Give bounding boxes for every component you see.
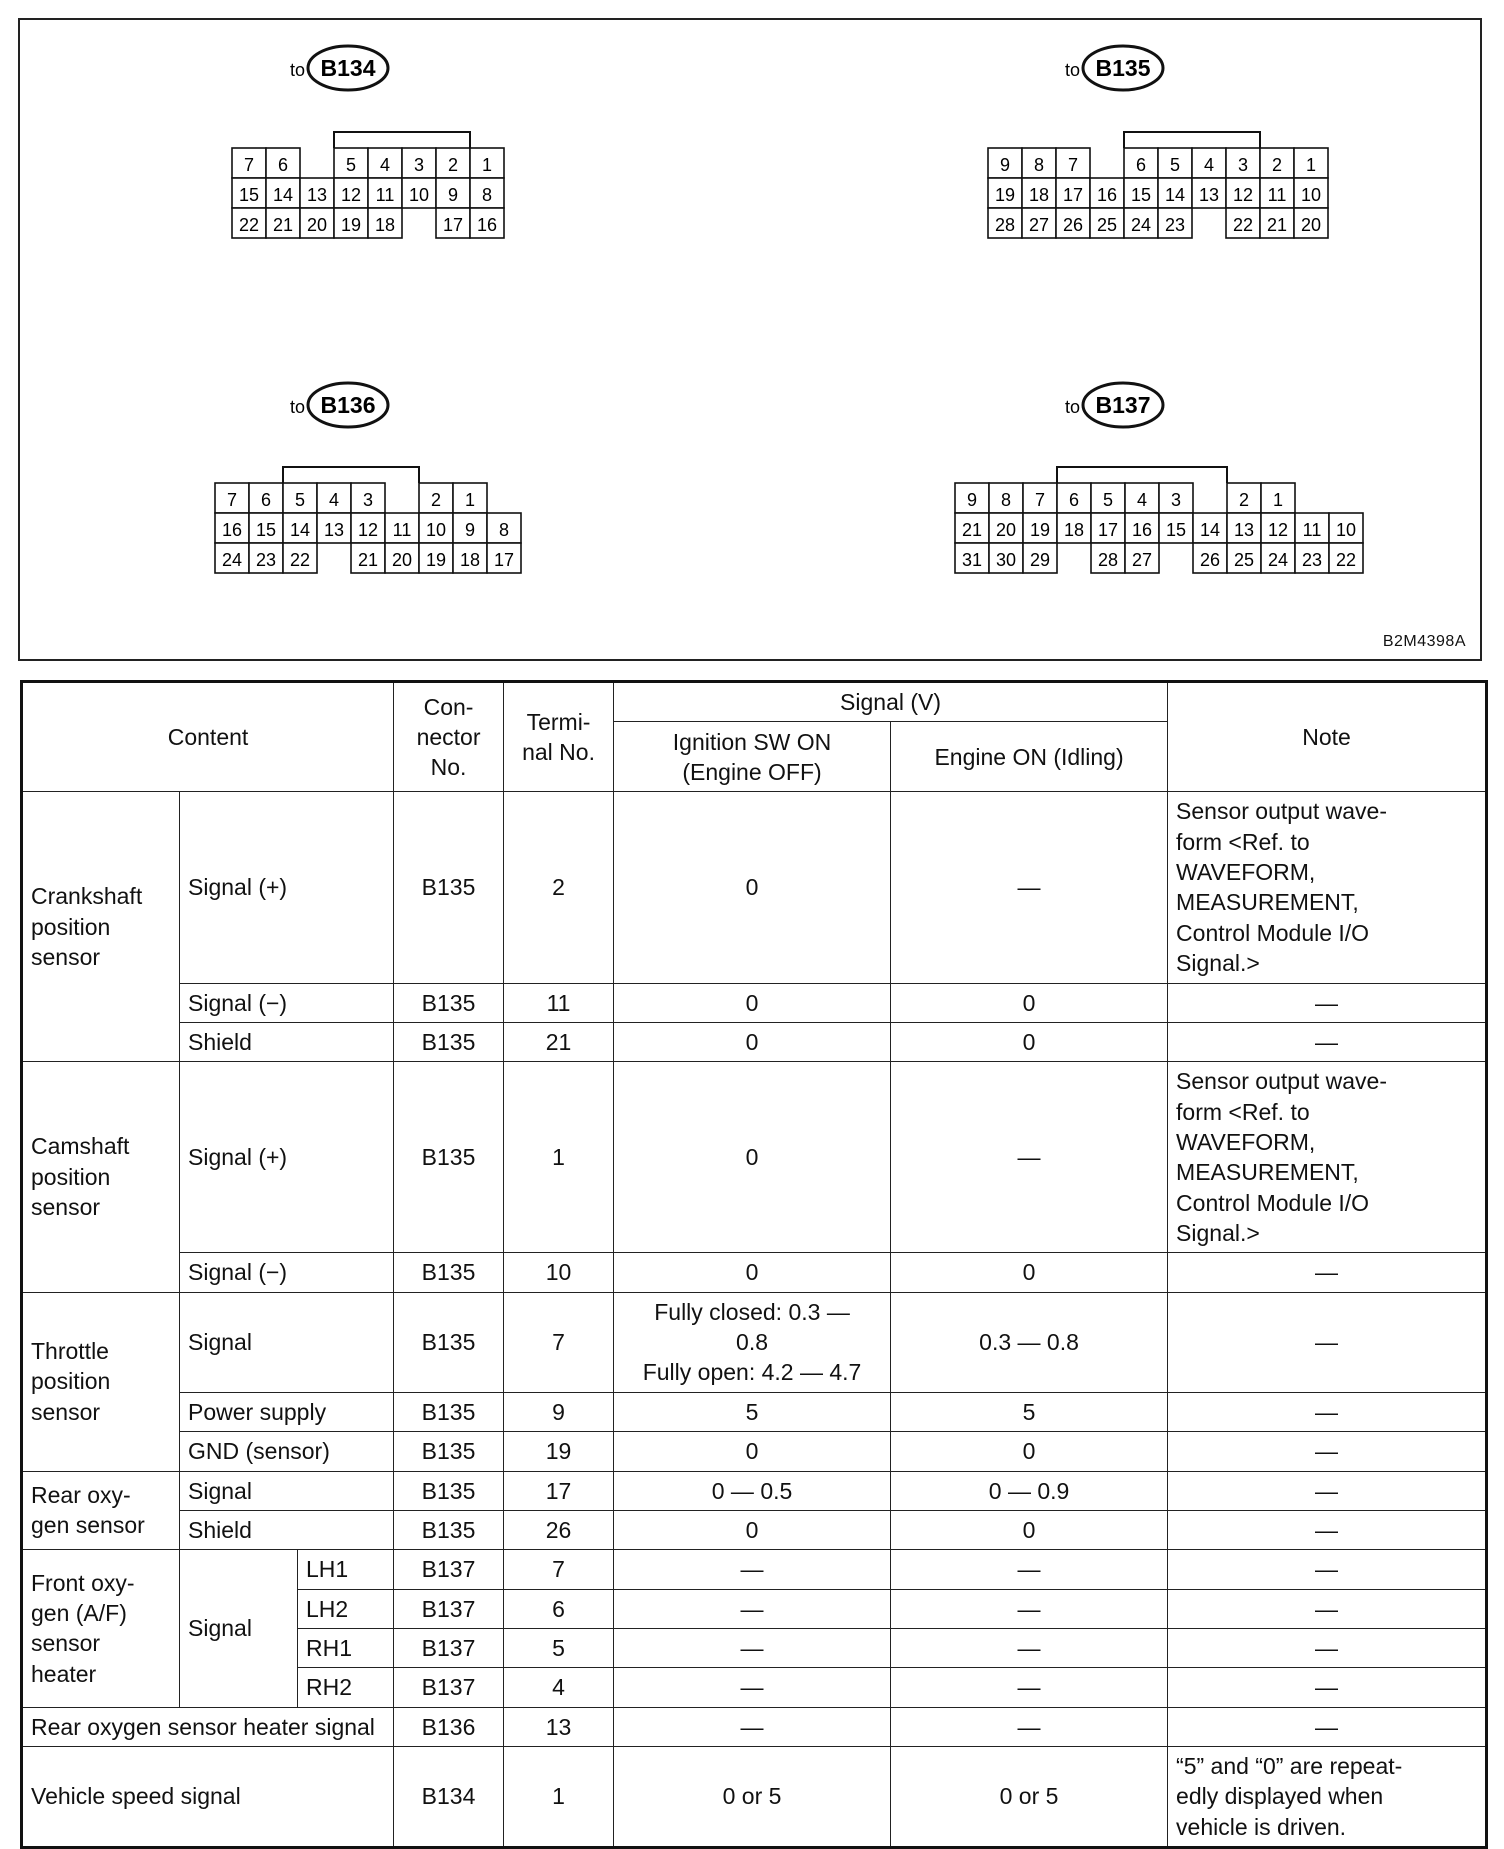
eng-value: — [891,792,1168,983]
terminal-number: 6 [277,155,289,175]
terminal-no: 10 [504,1253,614,1292]
terminal-no: 7 [504,1550,614,1589]
terminal-number: 21 [961,520,983,540]
connector-svg [20,20,1484,663]
note-value: — [1168,1471,1487,1510]
item: Vehicle speed signal [22,1747,394,1848]
item: Signal [180,1471,394,1510]
terminal-number: 7 [226,490,238,510]
terminal-number: 5 [1169,155,1181,175]
terminal-number: 5 [294,490,306,510]
terminal-number: 1 [1305,155,1317,175]
ign-value: — [614,1668,891,1707]
ign-value: 0 [614,1510,891,1549]
item: Signal (+) [180,792,394,983]
terminal-number: 18 [1028,185,1050,205]
terminal-no: 4 [504,1668,614,1707]
note-value: — [1168,1253,1487,1292]
terminal-number: 18 [374,215,396,235]
connector-b137 [955,383,1363,573]
terminal-no: 11 [504,983,614,1022]
header-engine: Engine ON (Idling) [891,722,1168,792]
terminal-number: 3 [413,155,425,175]
terminal-number: 9 [447,185,459,205]
table-row [22,1432,1487,1471]
ign-value: — [614,1550,891,1589]
group-front-oxygen: Front oxy- gen (A/F) sensor heater [22,1550,180,1707]
terminal-number: 11 [1267,185,1287,205]
ign-value: 0 [614,1022,891,1061]
terminal-number: 19 [425,550,447,570]
connector-no: B135 [394,1022,504,1061]
note-value: — [1168,1668,1487,1707]
terminal-number: 4 [328,490,340,510]
ign-value: 0 — 0.5 [614,1471,891,1510]
header-content: Content [22,682,394,792]
group-camshaft: Camshaft position sensor [22,1062,180,1293]
terminal-number: 24 [1267,550,1289,570]
terminal-number: 3 [362,490,374,510]
eng-value: 0.3 — 0.8 [891,1292,1168,1392]
terminal-number: 30 [995,550,1017,570]
terminal-number: 15 [1130,185,1152,205]
terminal-no: 6 [504,1589,614,1628]
connector-no: B137 [394,1628,504,1667]
terminal-number: 2 [430,490,442,510]
header-terminal: Termi- nal No. [504,682,614,792]
note-value: — [1168,1589,1487,1628]
ign-value: — [614,1628,891,1667]
eng-value: — [891,1707,1168,1746]
terminal-number: 27 [1028,215,1050,235]
sub-item: RH2 [298,1668,394,1707]
terminal-number: 22 [1335,550,1357,570]
waveform-note: Sensor output wave- form <Ref. to WAVEFORM, MEASUREMENT, Control Module I/O Signal.> [1168,792,1487,983]
connector-no: B134 [394,1747,504,1848]
terminal-number: 11 [1302,520,1322,540]
terminal-number: 25 [1096,215,1118,235]
table-row [22,1747,1487,1848]
table-row [22,1392,1487,1431]
terminal-number: 19 [340,215,362,235]
note-value: — [1168,1292,1487,1392]
ign-value: 0 [614,1062,891,1253]
ign-value: 0 [614,792,891,983]
eng-value: — [891,1550,1168,1589]
terminal-no: 26 [504,1510,614,1549]
terminal-number: 6 [260,490,272,510]
waveform-note: Sensor output wave- form <Ref. to WAVEFORM, MEASUREMENT, Control Module I/O Signal.> [1168,1062,1487,1253]
connector-no: B137 [394,1668,504,1707]
terminal-number: 27 [1131,550,1153,570]
terminal-number: 4 [1203,155,1215,175]
terminal-number: 15 [255,520,277,540]
ign-value: — [614,1707,891,1746]
eng-value: — [891,1062,1168,1253]
note-value: — [1168,1628,1487,1667]
item: GND (sensor) [180,1432,394,1471]
group-crankshaft: Crankshaft position sensor [22,792,180,1062]
eng-value: 0 [891,1022,1168,1061]
item: Shield [180,1510,394,1549]
terminal-number: 1 [464,490,476,510]
terminal-number: 19 [1029,520,1051,540]
ign-value: 0 [614,983,891,1022]
terminal-number: 16 [476,215,498,235]
note-value: — [1168,1550,1487,1589]
item: Rear oxygen sensor heater signal [22,1707,394,1746]
terminal-number: 20 [391,550,413,570]
eng-value: 0 [891,1510,1168,1549]
terminal-number: 16 [1096,185,1118,205]
terminal-number: 2 [1271,155,1283,175]
ign-value: 5 [614,1392,891,1431]
connector-b135 [988,46,1328,238]
item: Power supply [180,1392,394,1431]
terminal-number: 31 [961,550,983,570]
terminal-number: 3 [1170,490,1182,510]
connector-prefix: to [290,60,306,80]
terminal-number: 8 [1000,490,1012,510]
ign-value: Fully closed: 0.3 — 0.8 Fully open: 4.2 — 4.7 [614,1292,891,1392]
terminal-no: 1 [504,1062,614,1253]
eng-value: 0 [891,983,1168,1022]
terminal-number: 20 [1300,215,1322,235]
connector-no: B137 [394,1589,504,1628]
table-row [22,1510,1487,1549]
terminal-number: 7 [1067,155,1079,175]
terminal-number: 6 [1068,490,1080,510]
terminal-number: 11 [392,520,412,540]
terminal-number: 22 [238,215,260,235]
terminal-number: 13 [1233,520,1255,540]
terminal-number: 10 [408,185,430,205]
signal-table [20,680,1488,1849]
terminal-number: 9 [966,490,978,510]
item: Signal [180,1292,394,1392]
terminal-no: 5 [504,1628,614,1667]
sub-item: RH1 [298,1628,394,1667]
terminal-no: 17 [504,1471,614,1510]
terminal-number: 12 [340,185,362,205]
connector-b136 [215,383,521,573]
header-note: Note [1168,682,1487,792]
terminal-number: 22 [289,550,311,570]
terminal-number: 20 [306,215,328,235]
eng-value: 0 [891,1253,1168,1292]
table-row [22,1022,1487,1061]
terminal-number: 3 [1237,155,1249,175]
terminal-number: 12 [357,520,379,540]
terminal-number: 4 [379,155,391,175]
terminal-number: 2 [1238,490,1250,510]
terminal-number: 15 [238,185,260,205]
eng-value: 0 or 5 [891,1747,1168,1848]
item: Signal (−) [180,1253,394,1292]
terminal-number: 13 [306,185,328,205]
terminal-number: 1 [481,155,493,175]
note-value: — [1168,1510,1487,1549]
connector-b134 [232,46,504,238]
terminal-number: 6 [1135,155,1147,175]
connector-latch [1057,467,1227,483]
terminal-number: 17 [1062,185,1084,205]
terminal-number: 7 [1034,490,1046,510]
eng-value: — [891,1628,1168,1667]
connector-no: B137 [394,1550,504,1589]
eng-value: — [891,1589,1168,1628]
item: Signal (−) [180,983,394,1022]
figure-id: B2M4398A [1382,633,1466,650]
terminal-number: 16 [221,520,243,540]
terminal-no: 21 [504,1022,614,1061]
terminal-number: 4 [1136,490,1148,510]
table-row [22,1550,1487,1589]
connector-no: B135 [394,1253,504,1292]
item: Signal (+) [180,1062,394,1253]
table-row [22,983,1487,1022]
terminal-no: 19 [504,1432,614,1471]
connector-diagram [18,18,1482,661]
terminal-number: 23 [1164,215,1186,235]
terminal-number: 1 [1272,490,1284,510]
ign-value: — [614,1589,891,1628]
table-row [22,1292,1487,1392]
ign-value: 0 [614,1432,891,1471]
terminal-number: 2 [447,155,459,175]
terminal-number: 5 [345,155,357,175]
terminal-number: 8 [481,185,493,205]
terminal-number: 28 [994,215,1016,235]
note-value: — [1168,983,1487,1022]
group-throttle: Throttle position sensor [22,1292,180,1471]
terminal-no: 9 [504,1392,614,1431]
connector-no: B135 [394,1510,504,1549]
table-row [22,1707,1487,1746]
table-row [22,1471,1487,1510]
terminal-number: 29 [1029,550,1051,570]
vss-note: “5” and “0” are repeat- edly displayed when vehicle is driven. [1168,1747,1487,1848]
note-value: — [1168,1022,1487,1061]
terminal-number: 14 [1164,185,1186,205]
table-row [22,792,1487,983]
connector-prefix: to [290,397,306,417]
terminal-number: 24 [1130,215,1152,235]
terminal-number: 5 [1102,490,1114,510]
sub-item: LH2 [298,1589,394,1628]
terminal-number: 8 [1033,155,1045,175]
terminal-number: 22 [1232,215,1254,235]
terminal-number: 13 [323,520,345,540]
terminal-number: 10 [1335,520,1357,540]
sub-item: LH1 [298,1550,394,1589]
ign-value: 0 [614,1253,891,1292]
connector-prefix: to [1065,60,1081,80]
item: Shield [180,1022,394,1061]
connector-label: B136 [320,392,376,418]
connector-latch [1124,132,1260,148]
terminal-number: 18 [1063,520,1085,540]
terminal-number: 7 [243,155,255,175]
connector-latch [334,132,470,148]
terminal-number: 9 [999,155,1011,175]
terminal-number: 14 [1199,520,1221,540]
eng-value: 5 [891,1392,1168,1431]
terminal-number: 21 [272,215,294,235]
connector-no: B135 [394,1392,504,1431]
terminal-number: 26 [1199,550,1221,570]
connector-no: B135 [394,1292,504,1392]
connector-no: B135 [394,1062,504,1253]
note-value: — [1168,1432,1487,1471]
terminal-number: 25 [1233,550,1255,570]
terminal-number: 18 [459,550,481,570]
eng-value: 0 [891,1432,1168,1471]
terminal-number: 23 [255,550,277,570]
terminal-number: 12 [1232,185,1254,205]
connector-label: B135 [1095,55,1151,81]
terminal-number: 14 [289,520,311,540]
terminal-number: 23 [1301,550,1323,570]
terminal-number: 11 [375,185,395,205]
terminal-number: 17 [1097,520,1119,540]
terminal-number: 24 [221,550,243,570]
terminal-number: 12 [1267,520,1289,540]
terminal-number: 26 [1062,215,1084,235]
connector-label: B137 [1095,392,1151,418]
terminal-number: 10 [1300,185,1322,205]
eng-value: 0 — 0.9 [891,1471,1168,1510]
terminal-number: 15 [1165,520,1187,540]
terminal-number: 16 [1131,520,1153,540]
header-signal: Signal (V) [614,682,1168,722]
terminal-number: 10 [425,520,447,540]
terminal-number: 13 [1198,185,1220,205]
group-rear-oxygen: Rear oxy- gen sensor [22,1471,180,1550]
terminal-number: 20 [995,520,1017,540]
terminal-number: 17 [493,550,515,570]
item: Signal [180,1550,298,1707]
connector-no: B135 [394,1471,504,1510]
terminal-number: 17 [442,215,464,235]
terminal-no: 1 [504,1747,614,1848]
terminal-no: 7 [504,1292,614,1392]
terminal-number: 21 [1266,215,1288,235]
eng-value: — [891,1668,1168,1707]
header-ignition: Ignition SW ON (Engine OFF) [614,722,891,792]
terminal-no: 2 [504,792,614,983]
table-row [22,1253,1487,1292]
terminal-number: 28 [1097,550,1119,570]
terminal-number: 14 [272,185,294,205]
terminal-number: 8 [498,520,510,540]
connector-prefix: to [1065,397,1081,417]
table-row [22,1062,1487,1253]
connector-no: B135 [394,792,504,983]
connector-latch [283,467,419,483]
terminal-number: 21 [357,550,379,570]
connector-no: B136 [394,1707,504,1746]
ign-value: 0 or 5 [614,1747,891,1848]
terminal-number: 19 [994,185,1016,205]
note-value: — [1168,1392,1487,1431]
connector-no: B135 [394,983,504,1022]
header-connector: Con- nector No. [394,682,504,792]
connector-label: B134 [320,55,376,81]
note-value: — [1168,1707,1487,1746]
connector-no: B135 [394,1432,504,1471]
terminal-no: 13 [504,1707,614,1746]
terminal-number: 9 [464,520,476,540]
